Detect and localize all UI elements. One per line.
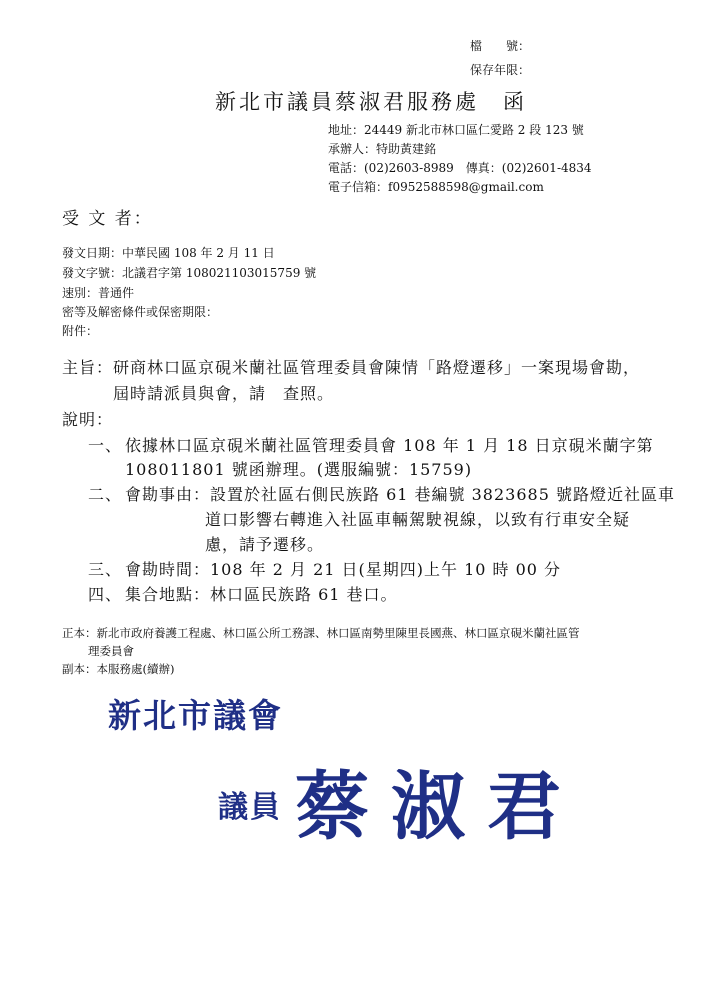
subject-line-2: 屆時請派員與會，請 查照。 bbox=[113, 384, 335, 403]
delivery-speed: 速別：普通件 bbox=[62, 286, 135, 300]
explanation-heading: 說明： bbox=[62, 410, 114, 429]
item-4-line-1: 集合地點：林口區民族路 61 巷口。 bbox=[125, 585, 398, 604]
item-1-number: 一、 bbox=[88, 436, 123, 455]
sender-email: 電子信箱：f0952588598@gmail.com bbox=[328, 180, 544, 194]
item-2-number: 二、 bbox=[88, 485, 123, 504]
item-1-line-1: 依據林口區京硯米蘭社區管理委員會 108 年 1 月 18 日京硯米蘭字第 bbox=[125, 436, 654, 455]
original-recipients-line-1: 正本：新北市政府養護工程處、林口區公所工務課、林口區南勢里陳里長國燕、林口區京硯米蘭社區管 bbox=[62, 626, 580, 640]
copy-recipients: 副本：本服務處(續辦) bbox=[62, 662, 175, 676]
sender-handler: 承辦人：特助黃建銘 bbox=[328, 142, 437, 156]
councilor-name-stamp: 蔡淑君 bbox=[295, 764, 583, 850]
councilor-title-stamp: 議員 bbox=[218, 790, 282, 825]
original-recipients-line-2: 理委員會 bbox=[88, 644, 134, 658]
secrecy-level: 密等及解密條件或保密期限： bbox=[62, 305, 219, 319]
recipient-label: 受 文 者： bbox=[62, 209, 153, 229]
sender-phone-fax: 電話：(02)2603-8989 傳真：(02)2601-4834 bbox=[328, 161, 592, 175]
document-title: 新北市議員蔡淑君服務處 函 bbox=[215, 90, 527, 114]
item-3-line-1: 會勘時間：108 年 2 月 21 日(星期四)上午 10 時 00 分 bbox=[125, 560, 562, 579]
retention-period-label: 保存年限： bbox=[470, 63, 531, 77]
item-2-line-1: 會勘事由：設置於社區右側民族路 61 巷編號 3823685 號路燈近社區車 bbox=[125, 485, 675, 504]
item-3-number: 三、 bbox=[88, 560, 123, 579]
issue-date: 發文日期：中華民國 108 年 2 月 11 日 bbox=[62, 246, 275, 260]
item-4-number: 四、 bbox=[88, 585, 123, 604]
council-stamp: 新北市議會 bbox=[108, 696, 283, 735]
subject-line-1: 主旨：研商林口區京硯米蘭社區管理委員會陳情「路燈遷移」一案現場會勘， bbox=[62, 358, 641, 377]
item-1-line-2: 108011801 號函辦理。(選服編號：15759) bbox=[125, 460, 473, 479]
file-number-label: 檔 號： bbox=[470, 39, 531, 53]
sender-address: 地址：24449 新北市林口區仁愛路 2 段 123 號 bbox=[328, 123, 584, 137]
document-number: 發文字號：北議君字第 108021103015759 號 bbox=[62, 266, 317, 280]
attachment-label: 附件： bbox=[62, 324, 99, 338]
item-2-line-2: 道口影響右轉進入社區車輛駕駛視線，以致有行車安全疑 bbox=[205, 510, 631, 529]
item-2-line-3: 慮，請予遷移。 bbox=[205, 535, 325, 554]
